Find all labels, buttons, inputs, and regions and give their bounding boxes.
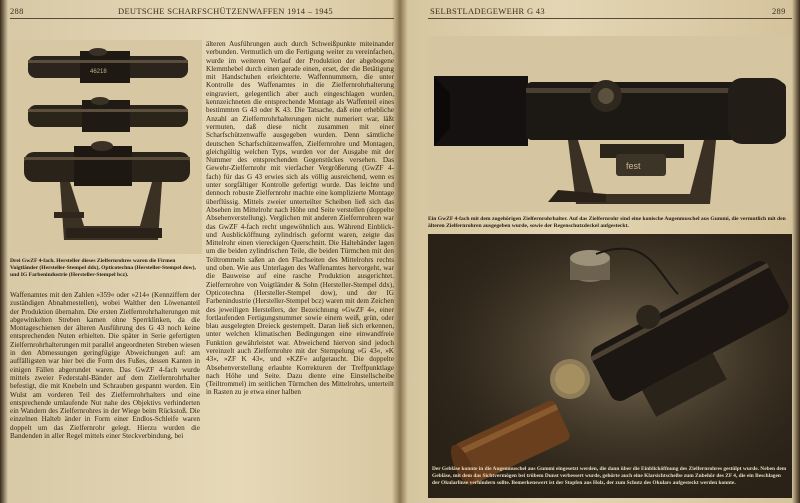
stamp-label: fest [626, 161, 641, 171]
three-scopes-caption: Drei GwZF 4-fach. Hersteller dieses Zielfernrohres waren die Firmen Voigtländer (Hersteller-Stempel ddx), Opticotechna (Hersteller-Stempel dow), und IG Farbenindustrie (Hersteller-Stempel bcz). [10, 258, 196, 278]
left-page [8, 0, 398, 503]
three-scopes-illustration [10, 40, 202, 254]
right-running-head: SELBSTLADEGEWEHR G 43 [430, 6, 545, 16]
left-column-2: älteren Ausführungen auch durch Schweißpunkte miteinander verbunden. Vermutlich um die Fertigung weiter zu vereinfachen, wurde im weiteren Verlauf der Produktion der abgebogene Klemmhebel durch einen gerade einen, erset, der die Betätigung mit Handschuhen erleichterte. Waffennummern, die unter Kontrolle des Waffenamtes in die Zielfernrohrhalterung eingraviert, gelegentlich aber auch eingeschlagen wurden, kennzeichneten die entsprechende Montage als Waffenteil eines bestimmten G 43 oder K 43. Die Tatsache, daß eine erhebliche Anzahl an Zielfernrohrhalterungen nicht numeriert war, läßt vermuten, daß diese nicht zusammen mit einer Scharfschützenwaffe ausgegeben wurden. Denn sämtliche deutschen Scharfschützenwaffen, Zielfernrohre und Montagen, gleichgültig welchen Typs, wurden vor der Ausgabe mit der Nummer des entsprechenden Gegenstückes versehen. Das Gewehr-Zielfernrohr mit vierfacher Vergrößerung (GwZF 4-fach) für das G 43 erwies sich als völlig ausreichend, wenn es unter sorgfältiger Kontrolle gefertigt wurde. Das leichte und dennoch robuste Zielfernrohr machte eine komplizierte Montage überflüssig. Mittels zweier unterteilter Scheiben ließ sich das Absehen im Mittelrohr nach Höhe und Seite verstellen (doppelte Absehenverstellung). Verglichen mit anderen Zielfernrohren war das GwZF 4-fach recht ungewöhnlich aus. Während Einblick- und Ausblicköffnung zylindrisch geformt waren, zeigte das Mittelrohr einen viereckigen Querschnitt. Die Haltebänder lagen um die beiden zylindrischen Teile, die beiden Türmchen mit den Teiltrommeln saßen an den Flachseiten des Mittelrohrs rechts und oben. Wie aus Unterlagen des Waffenamtes hervorgeht, war die Bauweise auf eine rasche Produktion ausgerichtet. Zielfernrohre von Voigtländer & Sohn (Hersteller-Stempel ddx), Opticotechna (Hersteller-Stempel dow), und der IG Farbenindustrie (Hersteller-Stempel bcz) waren mit dem Zeichen des jeweiligen Herstellers, der Bezeichnung »GwZF 4«, einer fortlaufenden Fertigungsnummer sowie einem weiß, grün, oder blau ausgelegten Dreieck gestempelt. Daran ließ sich erkennen, unter welchen klimatischen Bedingungen eine einwandfreie Funktion gewährleistet war. Abweichend hiervon sind jedoch vereinzelt auch Zielfernrohre mit der Stempelung »G 43«, »K 43«, »ZF K 43«, und »KZF« aufgetaucht. Die doppelte Absehenverstellung erlaubte Korrekturen der Treffpunktlage nach Höhe und Seite. Dazu diente eine Einstellscheibe (Teiltrommel) im seitlichen Türmchen des Mittelrohrs, unterteilt in Rasten zu je etwa einer halben [206, 40, 394, 397]
scope-with-lens-cap-photo [428, 234, 792, 498]
lens-cap-illustration [428, 234, 792, 498]
scope-with-mount-photo [428, 36, 792, 212]
right-header-rule [428, 18, 792, 19]
scope-mount-illustration [428, 36, 792, 212]
scope-with-lens-cap-caption: Der Gebläse konnte in die Augenmuschel aus Gummi eingesetzt werden, die dann über die Einblicköffnung des Zielfernrohres gestülpt wurde. Neben dem Gebläse, mit dem das Sichtvermögen bei trübem Dunst verbessert wurde, gehörte auch eine Klarsichtscheibe zum Zubehör des ZF 4, die ein Beschlagen der Okularlinse verhindern sollte. Bemerkenswert ist der Stopfen aus Holz, der zum Schutz des Okulars aufgesteckt werden konnte. [432, 466, 787, 486]
three-scopes-photo [10, 40, 202, 254]
scope-with-mount-caption: Ein GwZF 4-fach mit dem zugehörigen Zielfernrohrhalter. Auf das Zielfernrohr sind eine konische Augenmuschel aus Gummi, die vermutlich mit den älteren Zielfernrohren ausgegeben wurde, sowie der Regenschutzdeckel aufgesteckt. [428, 216, 786, 229]
left-running-head: DEUTSCHE SCHARFSCHÜTZENWAFFEN 1914 – 1945 [118, 6, 333, 16]
right-page [402, 0, 794, 503]
scope-serial-number: 46218 [90, 69, 107, 75]
left-page-number: 288 [10, 6, 24, 16]
right-page-number: 289 [772, 6, 786, 16]
left-header-rule [10, 18, 394, 19]
left-column-1: Waffenamtes mit den Zahlen »359« oder »214« (Kennziffern der zuständigen Abnahmestellen), wobei Walther den Löwenanteil der Produktion übernahm. Die ersten Zielfernrohrhalterungen mit abgewinkelten Streben kamen ohne Sperrklinken, da die Montageschienen der älteren Ausführung des G 43 noch keine entsprechenden Nuten erhielten. Die später in Serie gefertigten Zielfernrohrhalterungen mit parallel angeordneten Streben wiesen in den Abmessungen geringfügige Abweichungen auf: am auffälligsten war hier bei die Form des Fußes, dessen Kanten in einigen Fällen abgerundet waren. Das GwZF 4-fach wurde mittels zweier Federstahl-Bänder auf dem Zielfernrohrhalter befestigt, die mit Knebeln und Schrauben gespannt wurden. Ein Wulst am vorderen Teil des Zielfernrohrhalters und eine entsprechende umlaufende Nut nahe des Objektivs verhinderten ein Wandern des Zielfernrohres in der Wiege beim Rückstoß. Die einzelnen Halteb änder in Form einer Endlos-Schleife waren doppelt um das Zielfernrohr gelegt. Hierzu wurden die Bandenden in aller Regel mittels einer Steckverbindung, bei [10, 291, 200, 441]
